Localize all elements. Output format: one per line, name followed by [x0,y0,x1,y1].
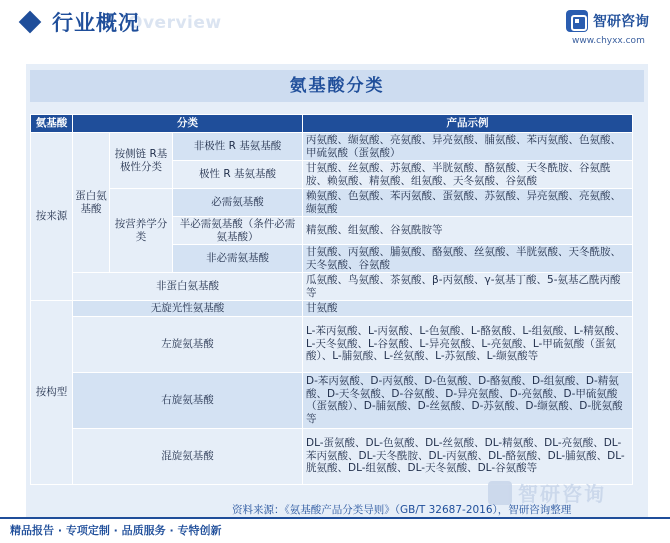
nonessential-label: 非必需氨基酸 [173,245,303,273]
nonpolar-label: 非极性 R 基氨基酸 [173,133,303,161]
table-row [31,189,633,217]
group-by-source: 按来源 [31,133,73,301]
group-by-structure: 按构型 [31,301,73,485]
table-banner-title: 氨基酸分类 [30,70,644,102]
source-note: 资料来源：《氨基酸产品分类导则》（GB/T 32687-2016），智研咨询整理 [232,504,572,516]
nonpolar-examples: 丙氨酸、缬氨酸、亮氨酸、异亮氨酸、脯氨酸、苯丙氨酸、色氨酸、甲硫氨酸（蛋氨酸） [303,133,633,161]
logo-icon [566,10,588,32]
semi-essential-label: 半必需氨基酸（条件必需氨基酸） [173,217,303,245]
nutrition-cell: 按营养学分类 [110,189,173,273]
brand-logo [566,10,649,32]
header-subtitle: Overview [128,13,222,33]
diamond-icon [19,11,42,34]
dextro-examples: D-苯丙氨酸、D-丙氨酸、D-色氨酸、D-酪氨酸、D-组氨酸、D-精氨酸、D-天冬氨酸、D-谷氨酸、D-异亮氨酸、D-亮氨酸、D-甲硫氨酸（蛋氨酸）、D-脯氨酸、D-丝氨酸、D-苏氨酸、D-缬氨酸、D-胱氨酸等 [303,372,633,428]
side-chain-cell: 按侧链 R基极性分类 [110,133,173,189]
dextro-label: 右旋氨基酸 [73,372,303,428]
table-row [31,316,633,372]
polar-label: 极性 R 基氨基酸 [173,161,303,189]
essential-label: 必需氨基酸 [173,189,303,217]
semi-essential-examples: 精氨酸、组氨酸、谷氨酰胺等 [303,217,633,245]
racemic-label: 混旋氨基酸 [73,428,303,484]
header-title: 行业概况 [52,11,140,35]
watermark-icon [488,481,512,505]
header-examples: 产品示例 [303,115,633,133]
nonprotein-label: 非蛋白氨基酸 [73,273,303,301]
protein-amino-acid-cell: 蛋白氨基酸 [73,133,110,273]
achiral-examples: 甘氨酸 [303,301,633,317]
logo-url: www.chyxx.com [572,36,645,46]
nonessential-examples: 甘氨酸、丙氨酸、脯氨酸、酪氨酸、丝氨酸、半胱氨酸、天冬酰胺、天冬氨酸、谷氨酸 [303,245,633,273]
table-header-row [31,115,633,133]
levo-label: 左旋氨基酸 [73,316,303,372]
table-row [31,372,633,428]
header-category: 分类 [73,115,303,133]
table-row [31,301,633,317]
achiral-label: 无旋光性氨基酸 [73,301,303,317]
classification-table [30,114,633,485]
footer-tagline: 精品报告 · 专项定制 · 品质服务 · 专特创新 [10,524,222,537]
racemic-examples: DL-蛋氨酸、DL-色氨酸、DL-丝氨酸、DL-精氨酸、DL-亮氨酸、DL-苯丙氨酸、DL-天冬酰胺、DL-丙氨酸、DL-酪氨酸、DL-脯氨酸、DL-胱氨酸、DL-组氨酸、DL-天冬氨酸、DL-谷氨酸等 [303,428,633,484]
essential-examples: 赖氨酸、色氨酸、苯丙氨酸、蛋氨酸、苏氨酸、异亮氨酸、亮氨酸、缬氨酸 [303,189,633,217]
watermark-text: 智研咨询 [518,482,606,506]
header-amino-acid: 氨基酸 [31,115,73,133]
logo-name: 智研咨询 [593,14,649,30]
levo-examples: L-苯丙氨酸、L-丙氨酸、L-色氨酸、L-酪氨酸、L-组氨酸、L-精氨酸、L-天冬氨酸、L-谷氨酸、L-异亮氨酸、L-亮氨酸、L-甲硫氨酸（蛋氨酸）、L-脯氨酸、L-丝氨酸、L-苏氨酸、L-缬氨酸等 [303,316,633,372]
nonprotein-examples: 瓜氨酸、鸟氨酸、茶氨酸、β-丙氨酸、γ-氨基丁酸、5-氨基乙酰丙酸等 [303,273,633,301]
footer-divider [0,517,670,519]
page-header [0,0,670,50]
table-row [31,133,633,161]
table-row [31,273,633,301]
table-row [31,428,633,484]
polar-examples: 甘氨酸、丝氨酸、苏氨酸、半胱氨酸、酪氨酸、天冬酰胺、谷氨酰胺、赖氨酸、精氨酸、组氨酸、天冬氨酸、谷氨酸 [303,161,633,189]
